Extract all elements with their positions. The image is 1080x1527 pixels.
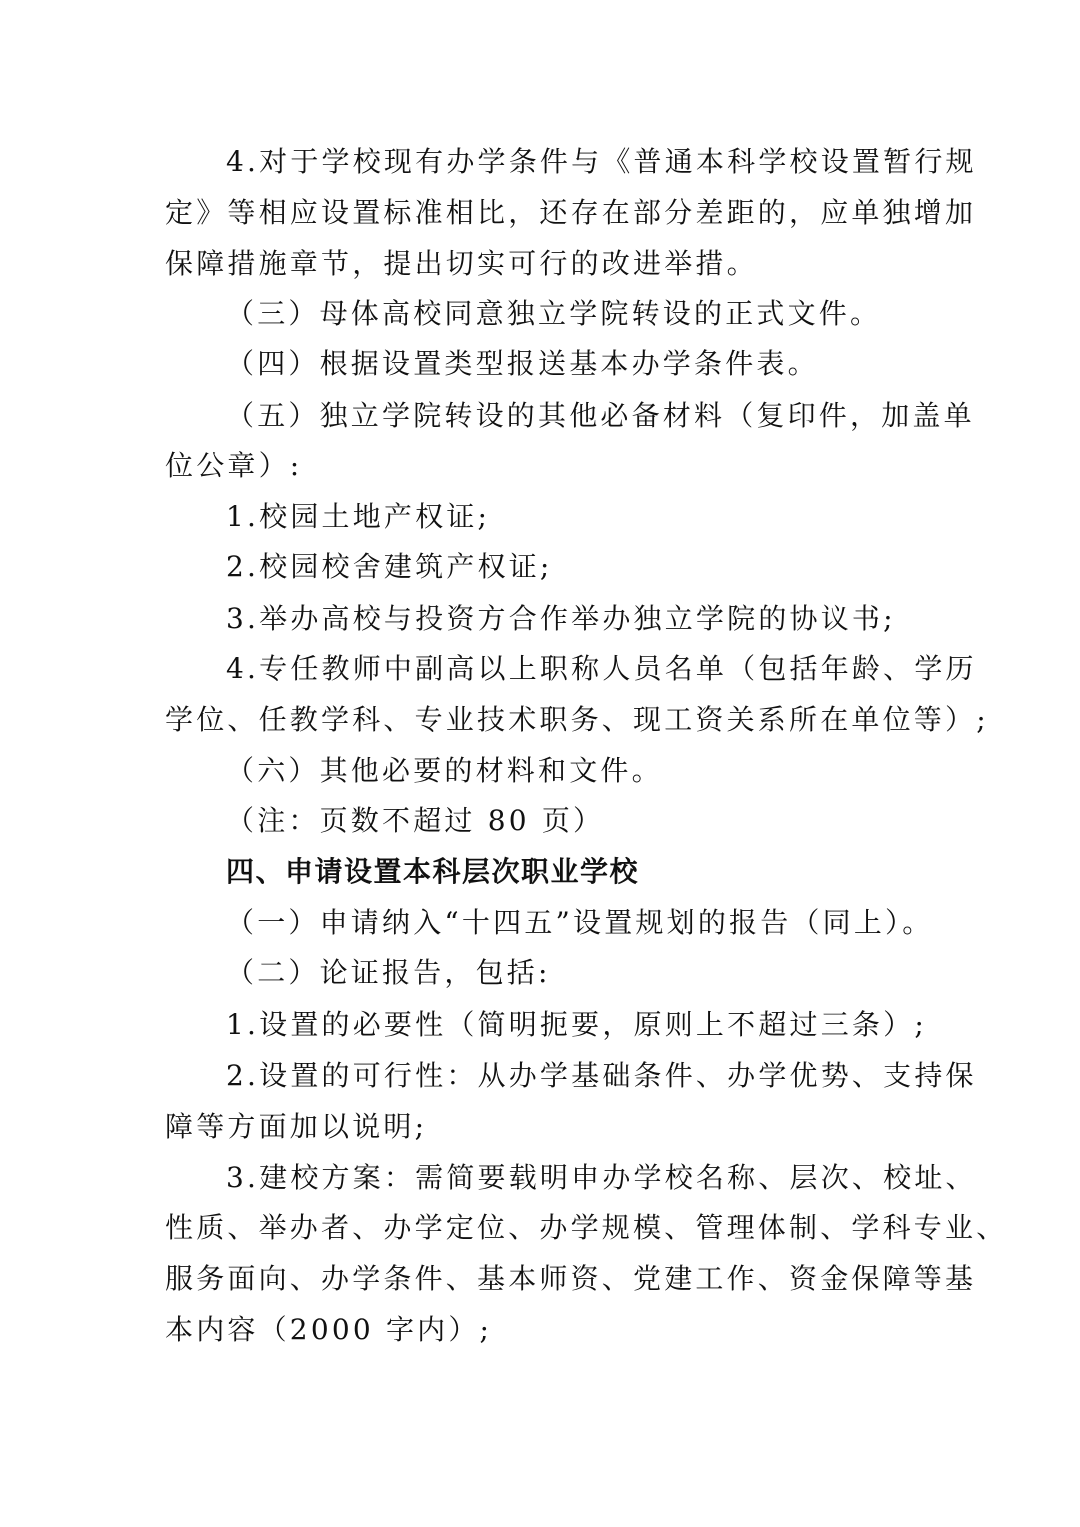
paragraph-line: 位公章）: — [165, 449, 303, 482]
section-heading: 四、申请设置本科层次职业学校 — [226, 855, 640, 888]
paragraph-line: （六）其他必要的材料和文件。 — [226, 754, 663, 787]
paragraph-line: （四）根据设置类型报送基本办学条件表。 — [226, 347, 819, 380]
paragraph-line: 定》等相应设置标准相比，还存在部分差距的，应单独增加 — [165, 196, 977, 229]
paragraph-line: 学位、任教学科、专业技术职务、现工资关系所在单位等）; — [165, 703, 989, 736]
list-item: 2.校园校舍建筑产权证; — [226, 550, 553, 583]
paragraph-line: （二）论证报告，包括: — [226, 956, 551, 989]
paragraph-line: （五）独立学院转设的其他必备材料（复印件，加盖单 — [226, 399, 975, 432]
paragraph-line: 服务面向、办学条件、基本师资、党建工作、资金保障等基 — [165, 1262, 977, 1295]
list-item: 3.举办高校与投资方合作举办独立学院的协议书; — [226, 602, 896, 635]
paragraph-line: 4.对于学校现有办学条件与《普通本科学校设置暂行规 — [226, 145, 977, 178]
list-item: 1.校园土地产权证; — [226, 500, 491, 533]
paragraph-line: 保障措施章节，提出切实可行的改进举措。 — [165, 247, 758, 280]
list-item: 4.专任教师中副高以上职称人员名单（包括年龄、学历 — [226, 652, 977, 685]
paragraph-line: （三）母体高校同意独立学院转设的正式文件。 — [226, 297, 882, 330]
paragraph-line: （一）申请纳入“十四五”设置规划的报告（同上）。 — [226, 906, 934, 939]
paragraph-line: 性质、举办者、办学定位、办学规模、管理体制、学科专业、 — [165, 1211, 1008, 1244]
list-item: 3.建校方案：需简要载明申办学校名称、层次、校址、 — [226, 1161, 977, 1194]
paragraph-line: 本内容（2000 字内）; — [165, 1313, 493, 1346]
note-line: （注：页数不超过 80 页） — [226, 804, 605, 837]
list-item: 1.设置的必要性（简明扼要，原则上不超过三条）; — [226, 1008, 927, 1041]
paragraph-line: 障等方面加以说明; — [165, 1110, 428, 1143]
list-item: 2.设置的可行性：从办学基础条件、办学优势、支持保 — [226, 1059, 977, 1092]
